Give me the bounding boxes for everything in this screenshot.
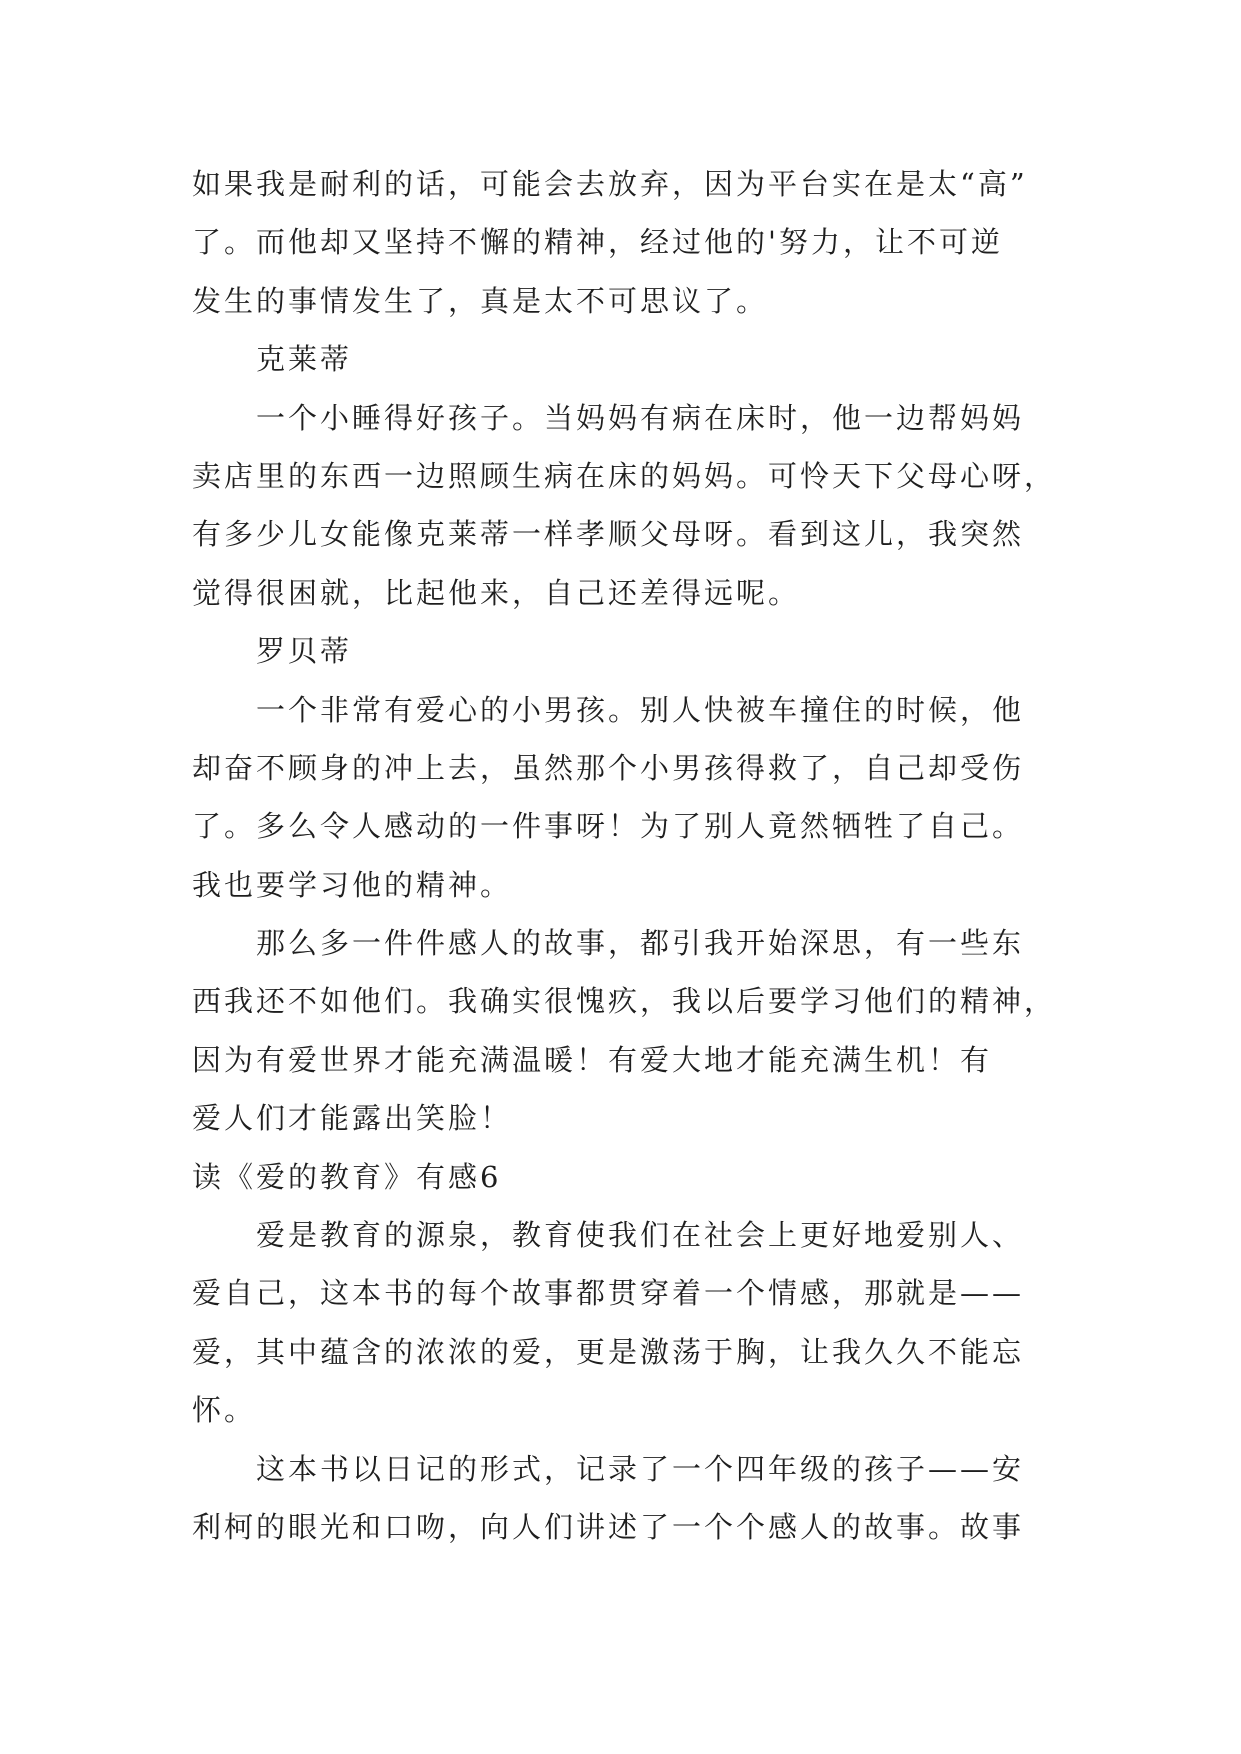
text-line: 一个小睡得好孩子。当妈妈有病在床时，他一边帮妈妈 — [256, 400, 1025, 435]
text-line: 发生的事情发生了，真是太不可思议了。 — [192, 283, 769, 318]
character-name-luobeidi — [192, 622, 1072, 680]
text-line: 这本书以日记的形式，记录了一个四年级的孩子——安 — [256, 1451, 1025, 1486]
text-line: 我也要学习他的精神。 — [192, 867, 513, 902]
text-line: 爱，其中蕴含的浓浓的爱，更是激荡于胸，让我久久不能忘 — [192, 1334, 1025, 1369]
paragraph — [192, 1440, 1072, 1557]
text-line: 爱自己，这本书的每个故事都贯穿着一个情感，那就是—— — [192, 1276, 1025, 1311]
text-line: 罗贝蒂 — [256, 634, 353, 669]
paragraph — [192, 1206, 1072, 1440]
text-line: 爱是教育的源泉，教育使我们在社会上更好地爱别人、 — [256, 1218, 1025, 1253]
paragraph — [192, 389, 1072, 623]
section-heading: 读《爱的教育》有感6 — [192, 1159, 502, 1194]
text-line: 了。多么令人感动的一件事呀！为了别人竟然牺牲了自己。 — [192, 809, 1025, 844]
text-line: 利柯的眼光和口吻，向人们讲述了一个个感人的故事。故事 — [192, 1509, 1025, 1544]
text-line: 西我还不如他们。我确实很愧疚，我以后要学习他们的精神， — [192, 984, 1057, 1019]
text-line: 了。而他却又坚持不懈的精神，经过他的'努力，让不可逆 — [192, 225, 1003, 260]
text-line: 那么多一件件感人的故事，都引我开始深思，有一些东 — [256, 926, 1025, 961]
document-body — [192, 155, 1072, 1556]
text-line: 一个非常有爱心的小男孩。别人快被车撞住的时候，他 — [256, 692, 1025, 727]
character-name-kelaidi — [192, 330, 1072, 388]
text-line: 有多少儿女能像克莱蒂一样孝顺父母呀。看到这儿，我突然 — [192, 517, 1025, 552]
text-line: 克莱蒂 — [256, 342, 353, 377]
text-line: 爱人们才能露出笑脸！ — [192, 1101, 513, 1136]
text-line: 觉得很困就，比起他来，自己还差得远呢。 — [192, 575, 801, 610]
text-line: 却奋不顾身的冲上去，虽然那个小男孩得救了，自己却受伤 — [192, 750, 1025, 785]
paragraph — [192, 681, 1072, 915]
text-line: 怀。 — [192, 1393, 257, 1428]
paragraph-continued — [192, 155, 1072, 330]
paragraph — [192, 914, 1072, 1148]
text-line: 因为有爱世界才能充满温暖！有爱大地才能充满生机！有 — [192, 1042, 993, 1077]
text-line: 如果我是耐利的话，可能会去放弃，因为平台实在是太“高” — [192, 167, 1028, 201]
text-line: 卖店里的东西一边照顾生病在床的妈妈。可怜天下父母心呀， — [192, 458, 1057, 493]
